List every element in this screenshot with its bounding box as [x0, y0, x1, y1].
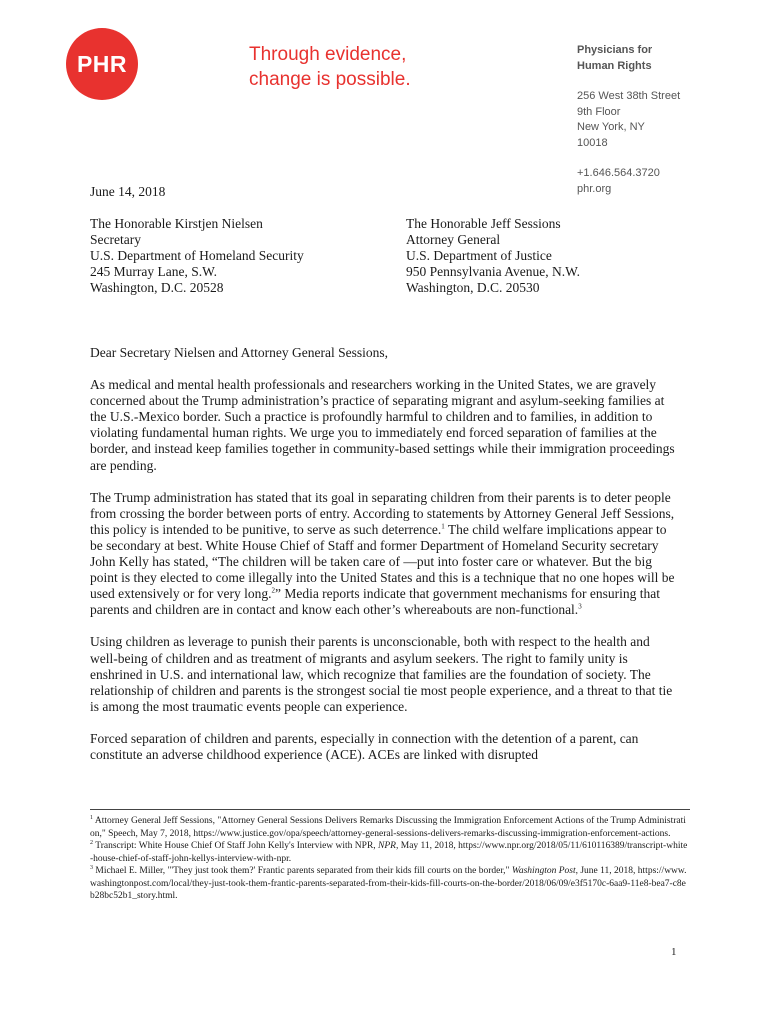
paragraph-3: Using children as leverage to punish their parents is unconscionable, both with respect to the health and well-being of children and as treatment of migrants and asylum seekers. The right to family unity is enshrined in U.S. and international law, which recognize that families are the foundation of society. The relationship of children and parents is the strongest social tie most people experience, and a threat to that tie is among the most traumatic events people can experience.	[90, 634, 673, 714]
spacer	[577, 151, 747, 166]
recipient-line: 950 Pennsylvania Avenue, N.W.	[406, 264, 580, 279]
recipient-line: 245 Murray Lane, S.W.	[90, 264, 217, 279]
tagline-line-1: Through evidence,	[249, 44, 407, 65]
footnote-2	[90, 840, 690, 865]
recipient-line: Secretary	[90, 232, 141, 247]
paragraph-2	[90, 490, 680, 619]
paragraph-2-part-b: The child welfare implications appear to be secondary at best. White House Chief of Staff and former Department of Homeland Security secretary John Kelly has stated, “The children will be taken care of —put into foster care or whatever. But the big point is they elected to come illegally into the United States and this is a technique that no one hopes will be used extensively or for very long.	[90, 521, 675, 602]
org-website[interactable]: phr.org	[577, 182, 612, 195]
letter-body	[90, 345, 680, 779]
footnote-3-text-b: , June 11, 2018, https://www.washingtonpost.com/local/they-just-took-them-frantic-parents-separated-from-their-kids-fill-courts-on-the-border/2018/06/09/e3f5170c-6aa9-11e8-bea7-c8eb28bc52b1_story.html.	[90, 866, 687, 901]
paragraph-4: Forced separation of children and parents, especially in connection with the detention of a parent, can constitute an adverse childhood experience (ACE). ACEs are linked with disrupted	[90, 730, 639, 762]
salutation: Dear Secretary Nielsen and Attorney General Sessions,	[90, 345, 389, 360]
recipient-line: Washington, D.C. 20528	[90, 280, 224, 295]
recipient-line: The Honorable Jeff Sessions	[406, 216, 561, 231]
org-name-line-2: Human Rights	[577, 59, 652, 72]
tagline-line-2: change is possible.	[249, 69, 411, 90]
org-name-line-1: Physicians for	[577, 44, 653, 56]
spacer	[577, 74, 747, 89]
org-address-line-3: New York, NY	[577, 121, 645, 133]
footnote-2-source: NPR	[378, 841, 396, 851]
footnote-number: 1	[90, 814, 93, 821]
recipient-line: The Honorable Kirstjen Nielsen	[90, 216, 263, 231]
org-address-line-1: 256 West 38th Street	[577, 90, 681, 102]
footnotes	[90, 809, 690, 903]
org-phone: +1.646.564.3720	[577, 167, 660, 179]
page-number: 1	[671, 946, 677, 958]
recipient-sessions	[406, 216, 580, 296]
footnote-1-text: Attorney General Jeff Sessions, "Attorney General Sessions Delivers Remarks Discussing the Immigration Enforcement Actions of the Trump Administration," Speech, May 7, 2018, https://www.justice.gov/opa/speech/attorney-general-sessions-delivers-remarks-discussing-immigration-enforcement-actions.	[90, 816, 686, 839]
footnote-1	[90, 815, 690, 840]
footnote-3	[90, 865, 690, 903]
recipient-line: U.S. Department of Justice	[406, 248, 552, 263]
paragraph-2-part-c: ” Media reports indicate that government mechanisms for ensuring that parents and children are in contact and know each other’s whereabouts are non-functional.	[90, 586, 660, 618]
footnote-ref-3[interactable]: 3	[578, 602, 582, 611]
recipient-line: Washington, D.C. 20530	[406, 280, 540, 295]
recipient-line: U.S. Department of Homeland Security	[90, 248, 304, 263]
footnote-ref-1[interactable]: 1	[441, 522, 445, 531]
footnote-ref-2[interactable]: 2	[271, 586, 275, 595]
paragraph-1: As medical and mental health professionals and researchers working in the United States, we are gravely concerned about the Trump administration’s practice of separating migrant and asylum-seeking families at the U.S.-Mexico border. Such a practice is profoundly harmful to children and to families, in addition to violating fundamental human rights. We urge you to immediately end forced separation of families at the border, and instead keep families together in community-based settings while their immigration proceedings are pending.	[90, 377, 675, 473]
org-contact-block	[577, 43, 747, 197]
recipient-line: Attorney General	[406, 232, 501, 247]
footnote-2-text-a: Transcript: White House Chief Of Staff John Kelly's Interview with NPR,	[95, 841, 379, 851]
paragraph-2-part-a: The Trump administration has stated that its goal in separating children from their parents is to deter people from crossing the border between ports of entry. According to statements by Attorney General Jeff Sessions, this policy is intended to be punitive, to serve as such deterrence.	[90, 489, 675, 537]
recipient-nielsen	[90, 216, 304, 296]
tagline	[249, 42, 509, 92]
org-address-line-2: 9th Floor	[577, 105, 621, 118]
footnote-number: 3	[90, 864, 93, 871]
letter-date: June 14, 2018	[90, 184, 166, 199]
org-address-line-4: 10018	[577, 136, 608, 149]
footnote-3-source: Washington Post	[511, 866, 576, 876]
footnote-2-text-b: , May 11, 2018, https://www.npr.org/2018/05/11/610116389/transcript-white-house-chief-of-staff-john-kellys-interview-with-npr.	[90, 841, 688, 864]
footnote-number: 2	[90, 839, 93, 846]
phr-logo: PHR	[66, 28, 138, 100]
footnote-3-text-a: Michael E. Miller, "'They just took them?' Frantic parents separated from their kids fill courts on the border,"	[95, 866, 512, 876]
